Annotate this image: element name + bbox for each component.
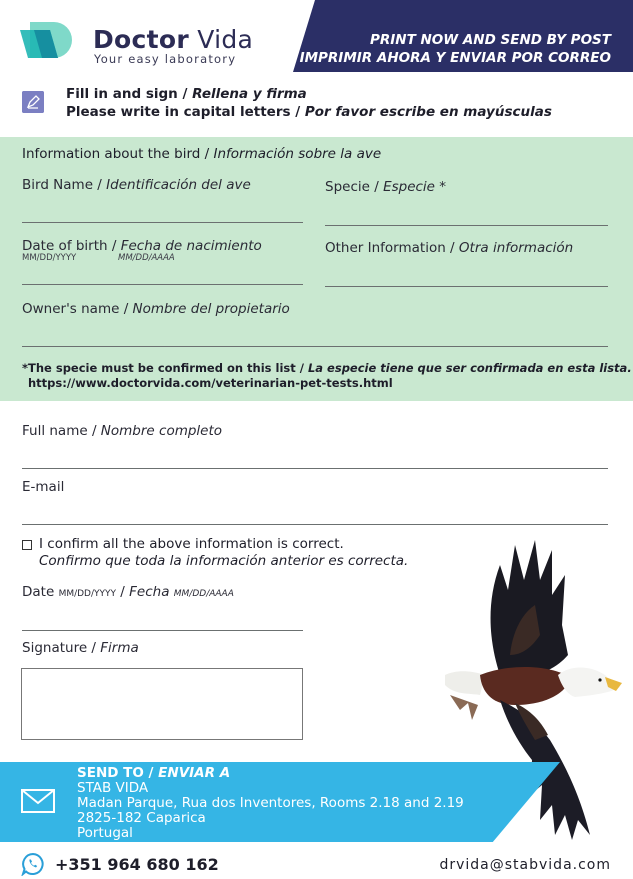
signature-label: Signature / Firma xyxy=(22,640,139,656)
confirm-text-es: Confirmo que toda la información anterior es correcta. xyxy=(39,553,409,569)
whatsapp-icon xyxy=(21,852,45,876)
instruction-sign: Fill in and sign / Rellena y firma xyxy=(66,86,307,102)
other-info-label: Other Information / Otra información xyxy=(325,240,574,256)
bird-name-field[interactable] xyxy=(22,222,303,223)
date-label: Date MM/DD/YYYY / Fecha MM/DD/AAAA xyxy=(22,584,234,600)
confirm-text-en: I confirm all the above information is correct. xyxy=(39,536,344,552)
address-line: Portugal xyxy=(77,825,133,841)
email-field[interactable] xyxy=(22,524,608,525)
email-label: E-mail xyxy=(22,479,65,495)
address-line: STAB VIDA xyxy=(77,780,149,796)
bird-name-label: Bird Name / Identificación del ave xyxy=(22,177,251,193)
date-of-birth-field[interactable] xyxy=(22,284,303,285)
dob-format-es: MM/DD/AAAA xyxy=(118,253,175,263)
date-of-birth-label: Date of birth / Fecha de nacimiento xyxy=(22,238,262,254)
pen-icon xyxy=(22,91,44,113)
brand-tagline: Your easy laboratory xyxy=(94,52,237,66)
specie-list-link[interactable]: https://www.doctorvida.com/veterinarian-pet-tests.html xyxy=(28,376,393,390)
phone-number[interactable]: +351 964 680 162 xyxy=(55,855,219,874)
signature-box[interactable] xyxy=(21,668,303,740)
send-to-title: SEND TO / ENVIAR A xyxy=(77,765,231,781)
specie-field[interactable] xyxy=(325,225,608,226)
bird-section-title: Information about the bird / Información sobre la ave xyxy=(22,146,382,162)
specie-note: *The specie must be confirmed on this list / La especie tiene que ser confirmada en esta lista. xyxy=(22,361,632,375)
instruction-capitals: Please write in capital letters / Por favor escribe en mayúsculas xyxy=(66,104,552,120)
address-line: Madan Parque, Rua dos Inventores, Rooms 2.18 and 2.19 xyxy=(77,795,464,811)
full-name-label: Full name / Nombre completo xyxy=(22,423,223,439)
other-info-field[interactable] xyxy=(325,286,608,287)
banner-line-english: PRINT NOW AND SEND BY POST xyxy=(369,32,611,48)
full-name-field[interactable] xyxy=(22,468,608,469)
address-line: 2825-182 Caparica xyxy=(77,810,206,826)
owner-name-field[interactable] xyxy=(22,346,608,347)
specie-label: Specie / Especie * xyxy=(325,179,447,195)
header xyxy=(0,0,633,80)
date-field[interactable] xyxy=(22,630,303,631)
dob-format-en: MM/DD/YYYY xyxy=(22,253,77,263)
banner-line-spanish: IMPRIMIR AHORA Y ENVIAR POR CORREO xyxy=(299,50,611,66)
mail-icon xyxy=(21,789,55,813)
doctor-vida-logo-icon xyxy=(20,20,76,60)
brand-name: Doctor Vida xyxy=(93,25,254,54)
owner-name-label: Owner's name / Nombre del propietario xyxy=(22,301,290,317)
contact-email[interactable]: drvida@stabvida.com xyxy=(439,857,611,873)
confirm-checkbox[interactable] xyxy=(22,540,32,550)
